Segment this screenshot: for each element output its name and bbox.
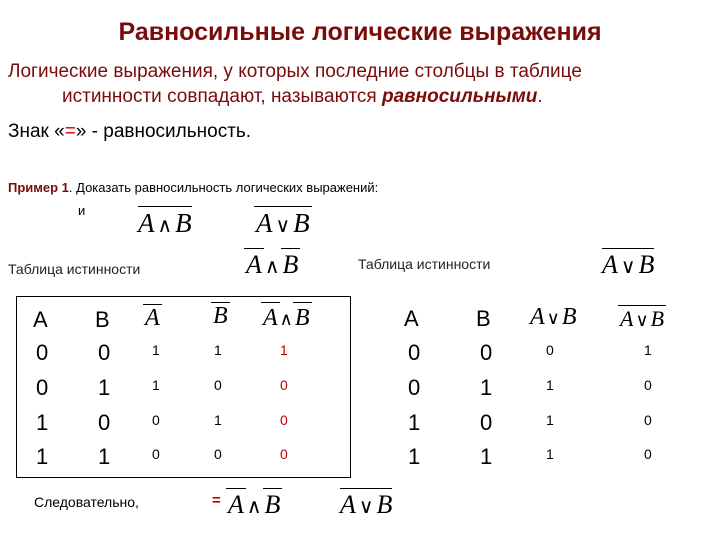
table2-cell: 1 — [480, 375, 493, 400]
table1-cell: 0 — [36, 375, 49, 400]
table2-cell: 1 — [546, 446, 554, 462]
truth-table-2 — [388, 296, 688, 476]
example-statement — [8, 180, 378, 195]
table1-cell: 1 — [98, 444, 111, 469]
table1-cell: 1 — [214, 342, 222, 358]
var-a: A — [530, 304, 545, 330]
table1-header-not-b: B — [213, 303, 228, 329]
table1-cell: 0 — [98, 410, 111, 435]
definition-period: . — [537, 86, 543, 107]
table2-cell: 0 — [480, 410, 493, 435]
table2-cell: 0 — [408, 340, 421, 365]
page-title: Равносильные логические выражения — [118, 18, 602, 46]
var-not-a: A — [256, 208, 273, 238]
var-not-a: A — [228, 490, 244, 519]
var-not-b: B — [282, 250, 299, 279]
definition-line-1: Логические выражения, у которых последние столбцы в таблице — [8, 61, 582, 82]
table1-cell: 1 — [98, 375, 111, 400]
table1-caption: Таблица истинности — [8, 261, 141, 277]
table1-cell: 1 — [214, 412, 222, 428]
example-text: . Доказать равносильность логических выражений: — [68, 180, 379, 195]
table2-cell: 0 — [644, 412, 652, 428]
op-and: ∧ — [157, 215, 173, 237]
var-not-a: A — [263, 305, 278, 331]
example-label: Пример 1 — [8, 180, 69, 195]
var-a: A — [138, 208, 155, 238]
table1-cell: 0 — [280, 377, 288, 393]
table2-cell: 0 — [546, 342, 554, 358]
var-not-b: B — [294, 305, 310, 331]
op-and: ∧ — [246, 496, 262, 518]
table1-cell: 1 — [280, 342, 288, 358]
table1-cell: 1 — [36, 444, 49, 469]
table2-cell: 1 — [408, 410, 421, 435]
table1-cell: 0 — [98, 340, 111, 365]
var-a: A — [620, 306, 634, 331]
sign-symbol: = — [64, 121, 76, 142]
table2-cell: 0 — [480, 340, 493, 365]
table2-cell: 1 — [408, 444, 421, 469]
op-or: ∨ — [275, 215, 291, 237]
table1-cell: 1 — [36, 410, 49, 435]
op-or: ∨ — [635, 310, 649, 330]
var-not-a: A — [246, 250, 262, 279]
table1-header-b: B — [95, 307, 110, 332]
var-a: A — [340, 490, 356, 519]
table1-cell: 0 — [214, 446, 222, 462]
var-b: B — [561, 304, 577, 330]
var-b: B — [376, 490, 393, 519]
table1-cell: 0 — [152, 446, 160, 462]
table2-cell: 1 — [480, 444, 493, 469]
formula-nota-or-notb — [256, 208, 310, 239]
truth-table-1 — [16, 296, 351, 478]
table1-cell: 0 — [280, 446, 288, 462]
var-b: B — [638, 250, 655, 279]
table2-cell: 1 — [546, 377, 554, 393]
table1-cell: 0 — [152, 412, 160, 428]
var-b: B — [175, 208, 192, 238]
table1-cell: 1 — [152, 342, 160, 358]
definition-text: истинности совпадают, называются — [62, 86, 382, 107]
table2-cell: 1 — [644, 342, 652, 358]
sign-suffix: » - равносильность. — [75, 121, 252, 142]
table2-cell: 0 — [644, 377, 652, 393]
op-and: ∧ — [279, 309, 293, 329]
op-or: ∨ — [358, 496, 374, 518]
var-not-b: B — [264, 490, 281, 519]
table1-header-not-a: A — [145, 305, 160, 331]
table2-cell: 0 — [644, 446, 652, 462]
table1-formula — [246, 250, 298, 280]
table2-caption: Таблица истинности — [358, 256, 491, 272]
conclusion-formula-left — [228, 490, 280, 520]
sign-prefix: Знак « — [8, 121, 65, 142]
table2-header-a-or-b — [530, 304, 577, 331]
op-or: ∨ — [546, 308, 560, 328]
table1-cell: 0 — [214, 377, 222, 393]
table1-header-a: A — [33, 307, 48, 332]
formula-not-a-and-b — [138, 208, 192, 239]
equivalence-sign-note — [8, 121, 251, 143]
example-and: и — [78, 203, 86, 218]
table1-cell: 1 — [152, 377, 160, 393]
table1-header-nota-and-notb — [263, 305, 310, 332]
conclusion-formula-right — [340, 490, 392, 520]
var-b: B — [650, 306, 665, 331]
table2-header-b: B — [476, 306, 491, 331]
op-and: ∧ — [264, 256, 280, 278]
table2-header-a: A — [404, 306, 419, 331]
table2-header-not-a-or-b — [620, 306, 664, 332]
table2-formula — [602, 250, 654, 280]
definition-term: равносильными — [382, 86, 538, 107]
table1-cell: 0 — [280, 412, 288, 428]
var-not-b: B — [293, 208, 310, 238]
table2-cell: 1 — [546, 412, 554, 428]
var-a: A — [602, 250, 618, 279]
table2-cell: 0 — [408, 375, 421, 400]
conclusion-equals: = — [212, 492, 221, 509]
definition-line-2 — [62, 86, 543, 108]
table1-cell: 0 — [36, 340, 49, 365]
op-or: ∨ — [620, 256, 636, 278]
conclusion-text: Следовательно, — [34, 494, 139, 510]
